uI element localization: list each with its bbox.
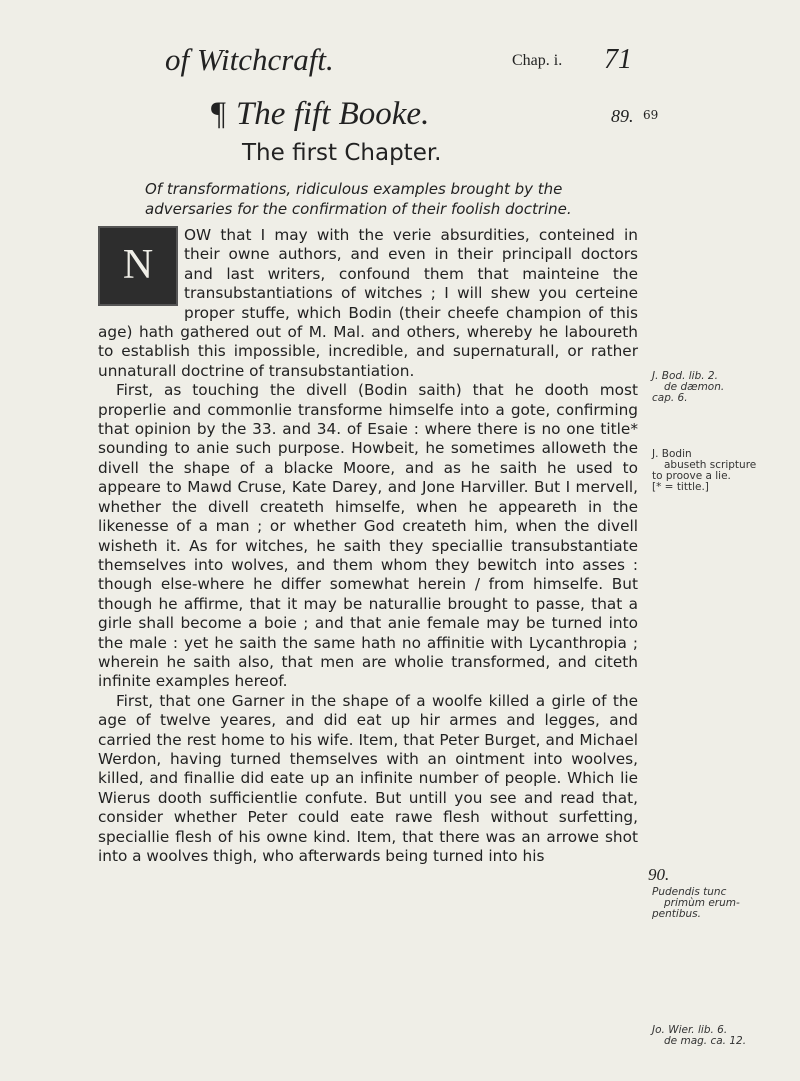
margin-note-bodin-line1: J. Bod. lib. 2. [652,370,718,382]
paragraph-1-text: OW that I may with the verie absurdities, conteined in their owne authors, and even in their principall doctors and last writers, confound them that mainteine the transubstantiations of witches ; I will shew you certeine proper stuffe, which Bodin (their cheefe champion of this age) hath gathered out of M. Mal. and others, whereby he laboureth to establish this impossible, incredible, and supernaturall, or rather unnaturall doctrine of transubstantiation. [98,226,638,380]
margin-note-pudendis-line2: primùm erum- [664,897,740,909]
margin-note-wier-line2: de mag. ca. 12. [664,1035,747,1047]
body-text [98,226,638,866]
chapter-heading: The first Chapter. [242,140,442,166]
chapter-subtitle: Of transformations, ridiculous examples brought by the adversaries for the confirmation of their foolish doctrine. [145,180,572,218]
margin-note-abuse-line1: J. Bodin [652,448,692,460]
handwritten-page-mark: 89. [611,106,634,126]
margin-note-bodin-line2: de dæmon. [664,381,725,393]
page-number: 71 [604,44,632,75]
pilcrow-mark: ¶ [211,96,226,132]
paragraph-1 [98,226,638,381]
margin-note-wier [652,1025,746,1047]
running-head: of Witchcraft. [165,42,334,77]
handwritten-margin-number: 90. [648,865,670,884]
margin-note-wier-line1: Jo. Wier. lib. 6. [652,1024,728,1036]
margin-note-abuse-line4: [* = tittle.] [652,481,709,493]
book-title [211,96,429,133]
paragraph-3: First, that one Garner in the shape of a woolfe killed a girle of the age of twelve yeares, and did eat up hir armes and legges, and carried the rest home to his wife. Item, that Peter Burget, and Michael Werdon, having turned themselves with an ointment into woolves, killed, and finallie did eate up an infinite number of people. Which lie Wierus dooth sufficientlie confute. But untill you see and read that, consider whether Peter could eate rawe flesh without surfetting, speciallie flesh of his owne kind. Item, that there was an arrowe shot into a woolves thigh, who afterwards being turned into his [98,691,638,865]
margin-note-bodin [652,371,724,404]
book-title-text: The fift Booke. [235,96,430,132]
paragraph-2: First, as touching the divell (Bodin saith) that he dooth most properlie and commonlie transforme himselfe into a gote, confirming that opinion by the 33. and 34. of Esaie : where there is no one title* sounding to anie such purpose. Howbeit, he sometimes alloweth the divell the shape of a blacke Moore, and as he saith he used to appeare to Mawd Cruse, Kate Darey, and Jone Harviller. But I mervell, whether the divell createth himselfe, when he appeareth in the likenesse of a man ; or whether God createth him, when the divell wisheth it. As for witches, he saith they speciallie transubstantiate themselves into wolves, and them whom they bewitch into asses : though else-where he differ somewhat herein / from himselfe. But though he affirme, that it may be naturallie brought to passe, that a girle shall become a boie ; and that anie female may be turned into the male : yet he saith the same hath no affinitie with Lycanthropia ; wherein he saith also, that men are wholie transformed, and citeth infinite examples hereof. [98,381,638,691]
chapter-reference: Chap. i. [512,52,563,69]
margin-note-abuse [652,449,756,493]
margin-note-pudendis-line1: Pudendis tunc [652,886,727,898]
margin-note-pudendis [652,887,740,920]
margin-note-abuse-line2: abuseth scripture [664,459,757,471]
margin-note-bodin-line3: cap. 6. [652,392,688,404]
margin-note-abuse-line3: to proove a lie. [652,470,731,482]
margin-note-pudendis-line3: pentibus. [652,908,701,920]
printed-page-mark: 69 [643,108,659,122]
decorated-initial: N [98,226,178,306]
